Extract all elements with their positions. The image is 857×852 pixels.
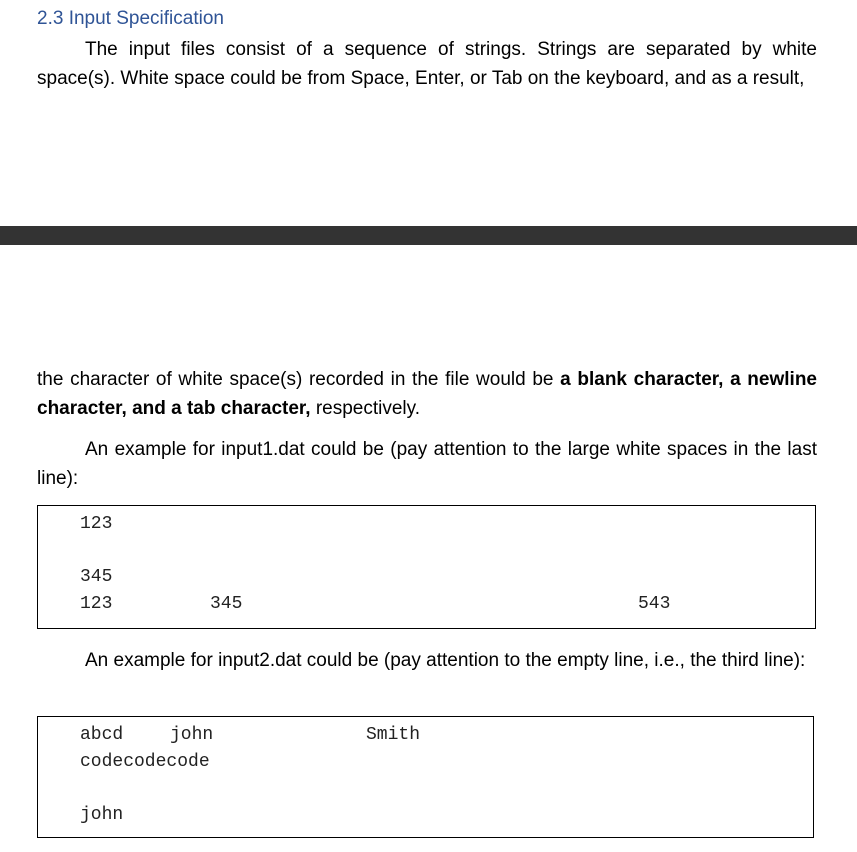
section-heading: 2.3 Input Specification — [37, 8, 224, 29]
code-line: 123 — [80, 514, 113, 534]
example2-code-box — [37, 716, 814, 838]
paragraph — [37, 365, 817, 423]
code-line: 543 — [638, 594, 671, 614]
code-line: 123 — [80, 594, 113, 614]
example1-code-box — [37, 505, 816, 629]
example1-intro: An example for input1.dat could be (pay attention to the large white spaces in the last line): — [37, 439, 817, 489]
code-line: john — [80, 805, 124, 825]
para2-end-text: respectively. — [310, 398, 421, 419]
example2-intro: An example for input2.dat could be (pay attention to the empty line, i.e., the third line): — [85, 650, 806, 671]
code-line: 345 — [210, 594, 243, 614]
para2-bold-text: a blank character, a newline character, and a tab character, — [37, 369, 817, 419]
code-line: 345 — [80, 567, 113, 587]
code-line: abcd — [80, 725, 124, 745]
code-line: codecodecode — [80, 752, 210, 772]
para2-text: the character of white space(s) recorded in the file would be — [37, 369, 561, 390]
para1-line2: space(s). White space could be from Space, Enter, or Tab on the keyboard, and as a result, — [37, 68, 805, 89]
code-line: Smith — [366, 725, 421, 745]
page-divider — [0, 226, 857, 245]
code-line: john — [170, 725, 214, 745]
paragraph-line — [37, 64, 817, 93]
para1-line1: The input files consist of a sequence of strings. Strings are separated by white — [85, 39, 817, 60]
paragraph-line — [37, 35, 817, 64]
